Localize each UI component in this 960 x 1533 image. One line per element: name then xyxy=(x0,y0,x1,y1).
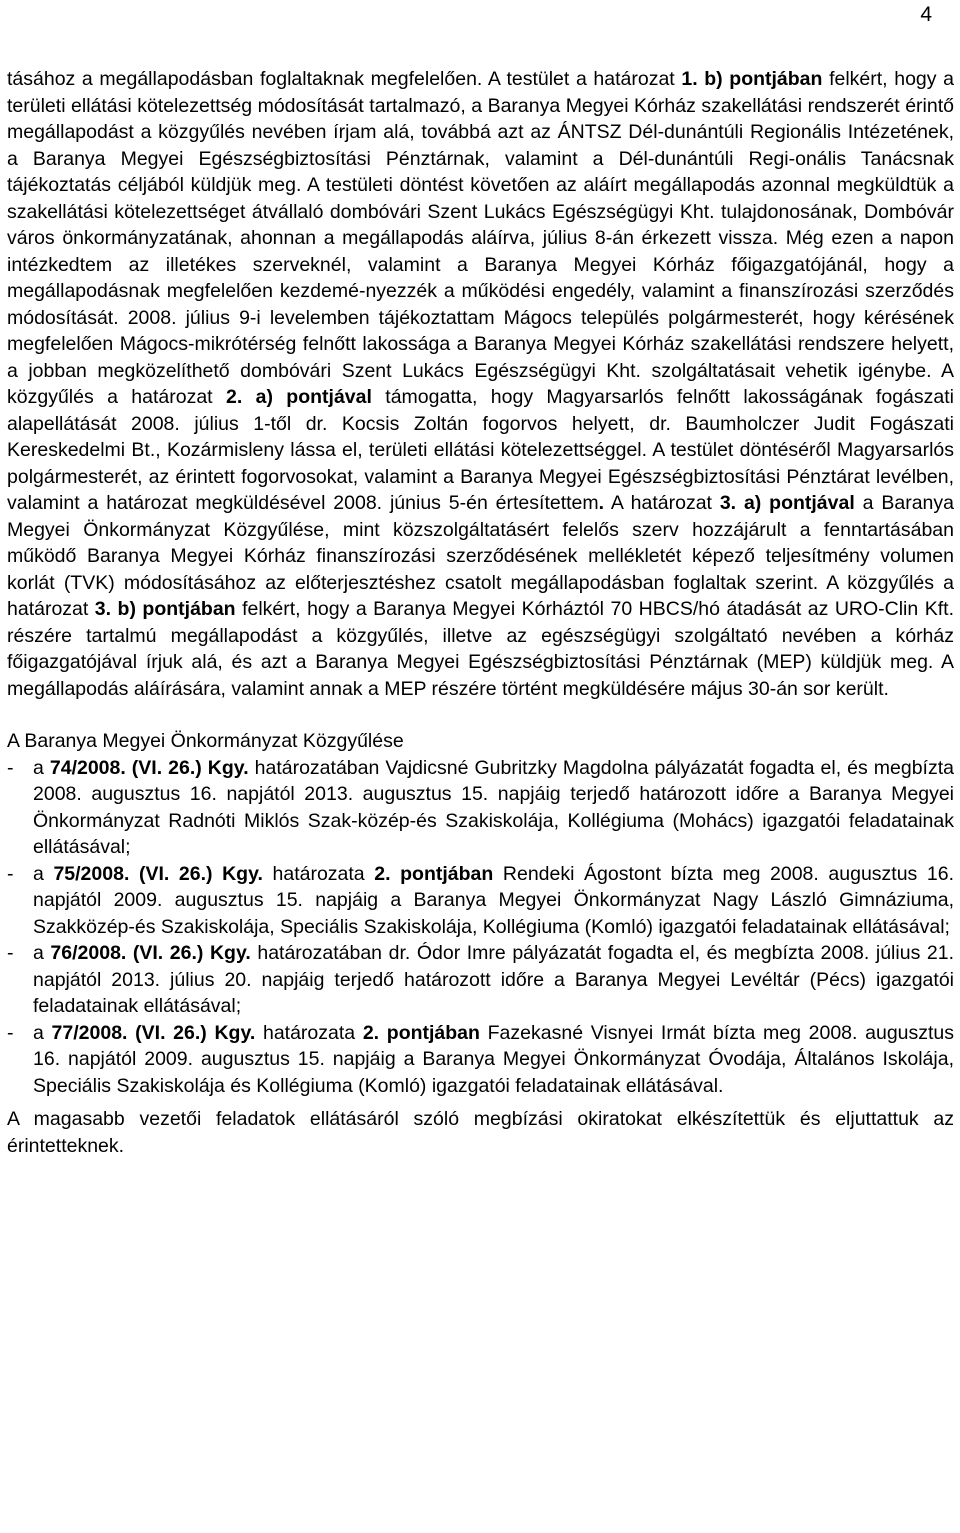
list-dash: - xyxy=(7,942,14,964)
text-run: Fazekasné Visnyei Irmát bízta meg 2008. augusztus 16. napjától 2009. augusztus 15. napjáig a Baranya Megyei Önkormányzat Óvodája, Általános Iskolája, Speciális Szakiskolája és Kollégiuma (Komló) igazgatói feladatainak ellátásával. xyxy=(33,1021,955,1097)
bold-text-run: 3. b) pontjában xyxy=(94,598,236,620)
list-dash: - xyxy=(7,862,14,885)
bold-text-run: 75/2008. (VI. 26.) Kgy. xyxy=(53,862,263,885)
decision-text xyxy=(33,940,954,1020)
text-run: a xyxy=(33,942,51,964)
text-run: a xyxy=(33,862,54,885)
text-run: A határozat xyxy=(604,492,720,514)
paragraph-spacer xyxy=(7,702,954,728)
bold-text-run: . xyxy=(598,492,605,514)
text-run: Rendeki Ágostont bízta meg 2008. augusztus 16. napjától 2009. augusztus 15. napjáig a Baranya Megyei Önkormányzat Nagy László Gimnáziuma, Szakközép-és Szakiskolája, Speciális Szakiskolája, Kollégiuma (Komló) igazgatói feladatainak ellátásával; xyxy=(33,862,955,938)
list-heading: A Baranya Megyei Önkormányzat Közgyűlése xyxy=(7,730,404,752)
text-run: a xyxy=(33,1021,52,1044)
bold-text-run: 77/2008. (VI. 26.) Kgy. xyxy=(51,1021,256,1044)
bold-text-run: 76/2008. (VI. 26.) Kgy. xyxy=(50,942,251,964)
text-run: határozata xyxy=(262,862,375,885)
bold-text-run: 3. a) pontjával xyxy=(719,492,855,514)
body-paragraph xyxy=(7,66,954,702)
decision-list-item xyxy=(7,1020,954,1100)
list-dash: - xyxy=(7,756,14,779)
decision-list-item xyxy=(7,861,954,941)
text-run: a xyxy=(33,756,50,779)
decision-list-item xyxy=(7,940,954,1020)
text-run: határozata xyxy=(255,1021,363,1044)
bold-text-run: 74/2008. (VI. 26.) Kgy. xyxy=(49,756,249,779)
text-run: felkért, hogy a Baranya Megyei Kórháztól 70 HBCS/hó átadását az URO-Clin Kft. részére tartalmú megállapodást a közgyűlés, illetve az egészségügyi szolgáltató nevében a kórház főigazgatójával írjuk alá, és azt a Baranya Megyei Egészségbiztosítási Pénztárnak (MEP) küldjük meg. A megállapodás aláírására, valamint annak a MEP részére történt megküldésére május 30-án sor került. xyxy=(7,598,954,700)
text-run: támogatta, hogy Magyarsarlós felnőtt lakosságának fogászati alapellátását 2008. július 1-től dr. Kocsis Zoltán fogorvos helyett, dr. Baumholczer Judit Fogászati Kereskedelmi Bt., Kozármisleny lássa el, területi ellátási kötelezettséggel. A testület döntéséről Magyarsarlós polgármesterét, az érintett fogorvosokat, valamint a Baranya Megyei Egészségbiztosítási Pénztárat levélben, valamint a határozat megküldésével 2008. június 5-én értesítettem xyxy=(7,386,954,514)
bold-text-run: 1. b) pontjában xyxy=(681,68,823,90)
text-run: a Baranya Megyei Önkormányzat Közgyűlése, mint közszolgáltatásért felelős szerv hozzájárult a fenntartásában működő Baranya Megyei Kórház finanszírozási szerződésének mellékletét képező teljesítmény volumen korlát (TVK) módosításához az előterjesztéshez csatolt megállapodásban foglaltak szerint. A közgyűlés a határozat xyxy=(7,492,954,620)
document-body xyxy=(7,66,954,1159)
decision-list-item xyxy=(7,755,954,861)
decision-text xyxy=(33,1020,954,1100)
list-dash: - xyxy=(7,1021,14,1044)
bold-text-run: 2. pontjában xyxy=(362,1021,480,1044)
text-run: határozatában Vajdicsné Gubritzky Magdolna pályázatát fogadta el, és megbízta 2008. augusztus 16. napjától 2013. augusztus 15. napjáig terjedő határozott időre a Baranya Megyei Önkormányzat Radnóti Miklós Szak-közép-és Szakiskolája, Kollégiuma (Mohács) igazgatói feladatainak ellátásával; xyxy=(33,756,954,858)
closing-paragraph: A magasabb vezetői feladatok ellátásáról szóló megbízási okiratokat elkészítettük és eljuttattuk az érintetteknek. xyxy=(7,1108,954,1157)
decision-text xyxy=(33,755,954,861)
bold-text-run: 2. pontjában xyxy=(374,862,494,885)
decision-text xyxy=(33,861,954,941)
bold-text-run: 2. a) pontjával xyxy=(225,386,372,408)
decision-list xyxy=(7,755,954,1100)
text-run: felkért, hogy a területi ellátási kötelezettség módosítását tartalmazó, a Baranya Megyei Kórház szakellátási rendszerét érintő megállapodást a közgyűlés nevében írjam alá, továbbá azt az ÁNTSZ Dél-dunántúli Regionális Intézetének, a Baranya Megyei Egészségbiztosítási Pénztárnak, valamint a Dél-dunántúli Regi-onális Tanácsnak tájékoztatás céljából küldjük meg. A testületi döntést követően az aláírt megállapodás azonnal megküldtük a szakellátási kötelezettséget átvállaló dombóvári Szent Lukács Egészségügyi Kht. tulajdonosának, Dombóvár város önkormányzatának, ahonnan a megállapodás aláírva, július 8-án érkezett vissza. Még ezen a napon intézkedtem az illetékes szerveknél, valamint a Baranya Megyei Kórház főigazgatójánál, hogy a megállapodásnak megfelelően kezdemé-nyezzék a működési engedély, valamint a finanszírozási szerződés módosítását. 2008. július 9-i levelemben tájékoztattam Mágocs település polgármesterét, hogy kérésének megfelelően Mágocs-mikrótérség felnőtt lakossága a Baranya Megyei Kórház szakellátási rendszere helyett, a jobban megközelíthető dombóvári Szent Lukács Egészségügyi Kht. szolgáltatásait vehetik igénybe. A közgyűlés a határozat xyxy=(7,68,954,408)
text-run: határozatában dr. Ódor Imre pályázatát fogadta el, és megbízta 2008. július 21. napjától 2013. július 20. napjáig terjedő határozott időre a Baranya Megyei Levéltár (Pécs) igazgatói feladatainak ellátásával; xyxy=(33,942,954,1017)
page-number: 4 xyxy=(920,3,932,26)
text-run: tásához a megállapodásban foglaltaknak megfelelően. A testület a határozat xyxy=(7,68,682,90)
